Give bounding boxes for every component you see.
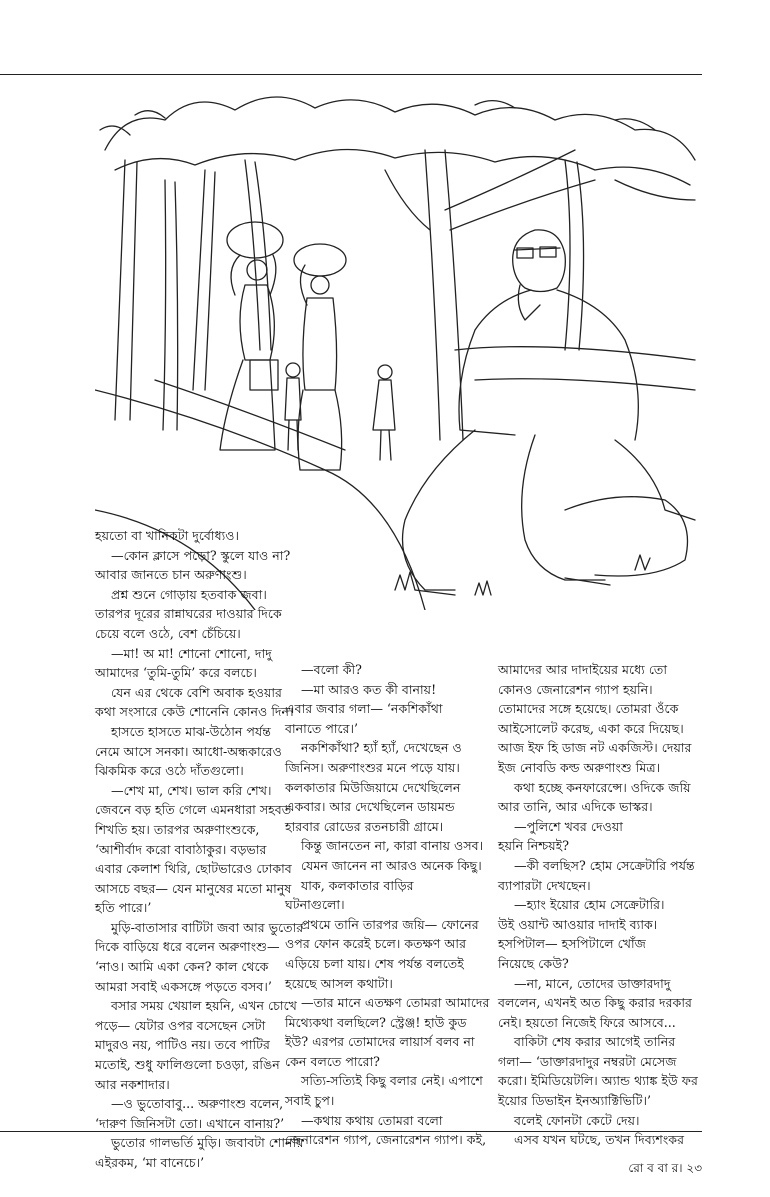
text-line: মতোই, শুধু ফালিগুলো চওড়া, রঙিন [95, 1057, 280, 1073]
text-line: —পুলিশে খবর দেওয়া [498, 818, 623, 834]
text-line: ‘আশীর্বাদ করো বাবাঠাকুর। বড়ভার [95, 841, 267, 857]
text-line: —কথায় কথায় তোমরা বলো [285, 1112, 443, 1128]
text-line: বানাতে পারে।’ [285, 720, 359, 736]
text-line: কলকাতার মিউজিয়ামে দেখেছিলেন [285, 779, 461, 795]
bottom-rule [0, 1131, 702, 1132]
text-line: কোনও জেনারেশন গ্যাপ হয়নি। [498, 681, 653, 697]
text-line: তারপর দূরের রান্নাঘরের দাওয়ার দিকে [95, 606, 282, 622]
text-line: এড়িয়ে চলা যায়। শেষ পর্যন্ত বলতেই [285, 955, 464, 971]
text-line: যাক, কলকাতার বাড়ির [285, 877, 414, 893]
magazine-name: রো ব বা র [628, 1161, 679, 1175]
text-line: শিখতি হয়। তারপর অরুণাংশুকে, [95, 821, 260, 837]
text-line: আইসোলেট করেছ, একা করে দিয়েছ। [498, 720, 684, 736]
text-line: নিয়েছে কেউ? [498, 955, 569, 971]
text-line: প্রথমে তানি তারপর জয়ি— ফোনের [285, 916, 479, 932]
text-line: কিন্তু জানতেন না, কারা বানায় ওসব। [285, 838, 484, 854]
text-line: —শেখ মা, শেখ। ভাল করি শেখ। [95, 782, 272, 798]
text-line: ওপর ফোন করেই চলে। কতক্ষণ আর [285, 936, 467, 952]
text-column-3 [498, 660, 703, 1150]
text-line: হারবার রোডের রতনচারী গ্রামে। [285, 818, 444, 834]
text-line: ইউ? এরপর তোমাদের লায়ার্স বলব না [285, 1034, 475, 1050]
text-line: সত্যি-সত্যিই কিছু বলার নেই। এপাশে [285, 1073, 483, 1089]
text-line: ঘটনাগুলো। [285, 897, 345, 913]
text-line: নেমে আসে সনকা। আধো-অন্ধকারেও [95, 743, 282, 759]
text-line: মুড়ি-বাতাসার বাটিটা জবা আর ভুতোর [95, 919, 304, 935]
text-line: এবার কেলাশ থিরি, ছোটভারেও ঢোকাব [95, 861, 292, 877]
page-footer [628, 1160, 702, 1180]
text-line: আমাদের ‘তুমি-তুমি’ করে বলচে। [95, 665, 257, 681]
top-rule [0, 74, 702, 75]
text-column-2 [285, 660, 490, 1150]
text-line: জেবনে বড় হতি গেলে এমনধারা সহবত [95, 802, 292, 818]
text-line: গলা— ‘ডাক্তারদাদুর নম্বরটা মেসেজ [498, 1053, 677, 1069]
text-line: জিনিস। অরুণাংশুর মনে পড়ে যায়। [285, 759, 460, 775]
text-line: বসার সময় খেয়াল হয়নি, এখন চোখে [95, 998, 297, 1014]
text-line: আর নকশাদার। [95, 1076, 170, 1092]
text-line: হয়নি নিশ্চয়ই? [498, 838, 569, 854]
text-line: এসব যখন ঘটছে, তখন দিব্যশংকর [498, 1132, 685, 1148]
footer-separator: । [678, 1161, 683, 1175]
text-line: —মা! অ মা! শোনো শোনো, দাদু [95, 645, 272, 661]
text-line: উই ওয়ান্ট আওয়ার দাদাই ব্যাক। [498, 916, 658, 932]
text-line: দিকে বাড়িয়ে ধরে বলেন অরুণাংশু— [95, 939, 280, 955]
text-line: নকশিকাঁথা? হ্যাঁ হ্যাঁ, দেখেছেন ও [285, 740, 462, 756]
text-line: করো। ইমিডিয়েটলি। অ্যান্ড থ্যাঙ্ক ইউ ফর [498, 1073, 698, 1089]
text-line: বললেন, এখনই অত কিছু করার দরকার [498, 995, 692, 1011]
text-line: হয়েছে আসল কথাটা। [285, 975, 393, 991]
text-line: —ও ভুতোবাবু... অরুণাংশু বলেন, [95, 1096, 284, 1112]
text-line: প্রশ্ন শুনে গোড়ায় হতবাক জবা। [95, 586, 267, 602]
text-line: কথা হচ্ছে কনফারেন্সে। ওদিকে জয়ি [498, 779, 691, 795]
text-line: হয়তো বা খানিকটা দুর্বোধ্যও। [95, 528, 240, 543]
text-line: ‘নাও। আমি একা কেন? কাল থেকে [95, 959, 269, 975]
text-line: সবাই চুপ। [285, 1093, 335, 1109]
text-line: —মা আরও কত কী বানায়! [285, 681, 437, 697]
text-column-1 [95, 526, 304, 1173]
text-line: এবার জবার গলা— ‘নকশিকাঁথা [285, 701, 443, 717]
text-line: তোমাদের সঙ্গে হয়েছে। তোমরা ওঁকে [498, 701, 679, 717]
text-line: একবার। আর দেখেছিলেন ডায়মন্ড [285, 799, 455, 815]
text-line: জেনারেশন গ্যাপ, জেনারেশন গ্যাপ। কই, [285, 1132, 487, 1148]
text-line: —কোন ক্লাসে পড়ো? স্কুলে যাও না? [95, 547, 291, 563]
text-line: ঝিকমিক করে ওঠে দাঁতগুলো। [95, 763, 244, 779]
text-line: আমাদের আর দাদাইয়ের মধ্যে তো [498, 662, 668, 677]
text-line: ইয়োর ডিভাইন ইনঅ্যাক্টিভিটি।’ [498, 1093, 652, 1109]
text-line: কেন বলতে পারো? [285, 1053, 380, 1069]
text-line: হতি পারে।’ [95, 900, 152, 916]
text-line: আমরা সবাই একসঙ্গে পড়তে বসব।’ [95, 978, 272, 994]
page-number: ২৩ [686, 1161, 702, 1175]
text-line: —না, মানে, তোদের ডাক্তারদাদু [498, 975, 671, 991]
text-line: ‘দারুণ জিনিসটা তো। এখানে বানায়?’ [95, 1115, 285, 1131]
text-line: —হ্যাং ইয়োর হোম সেক্রেটারি। [498, 897, 665, 913]
text-line: ভুতোর গালভর্তি মুড়ি। জবাবটা শোনায় [95, 1135, 304, 1151]
text-line: আবার জানতে চান অরুণাংশু। [95, 567, 247, 583]
text-line: বলেই ফোনটা কেটে দেয়। [498, 1112, 640, 1128]
text-line: এইরকম, ‘মা বানেচে।’ [95, 1155, 205, 1170]
text-line: কথা সংসারে কেউ শোনেনি কোনও দিন। [95, 704, 294, 720]
text-line: বাকিটা শেষ করার আগেই তানির [498, 1034, 676, 1050]
text-line: যেমন জানেন না আরও অনেক কিছু। [285, 857, 482, 873]
text-line: পড়ে— যেটার ওপর বসেছেন সেটা [95, 1017, 266, 1033]
text-line: হাসতে হাসতে মাঝ-উঠোন পর্যন্ত [95, 723, 271, 739]
text-line: —কী বলছিস? হোম সেক্রেটারি পর্যন্ত [498, 857, 695, 873]
text-line: ইজ নোবডি কল্ড অরুণাংশু মিত্র। [498, 759, 661, 775]
text-line: ব্যাপারটা দেখছেন। [498, 877, 591, 893]
text-line: —তার মানে এতক্ষণ তোমরা আমাদের [285, 995, 490, 1011]
text-line: আসচে বছর— যেন মানুষের মতো মানুষ [95, 880, 292, 896]
text-line: মিথ্যেকথা বলছিলে? স্ট্রেঞ্জ! হাউ কুড [285, 1014, 467, 1030]
text-line: —বলো কী? [285, 662, 362, 677]
text-line: যেন এর থেকে বেশি অবাক হওয়ার [95, 684, 282, 700]
text-line: আজ ইফ হি ডাজ নট একজিস্ট। দেয়ার [498, 740, 692, 756]
text-line: আর তানি, আর এদিকে ভাস্কর। [498, 799, 653, 815]
text-line: হসপিটাল— হসপিটালে খোঁজ [498, 936, 646, 952]
text-line: নেই। হয়তো নিজেই ফিরে আসবে... [498, 1014, 676, 1030]
text-line: মাদুরও নয়, পাটিও নয়। তবে পাটির [95, 1037, 270, 1053]
text-line: চেয়ে বলে ওঠে, বেশ চেঁচিয়ে। [95, 625, 241, 641]
